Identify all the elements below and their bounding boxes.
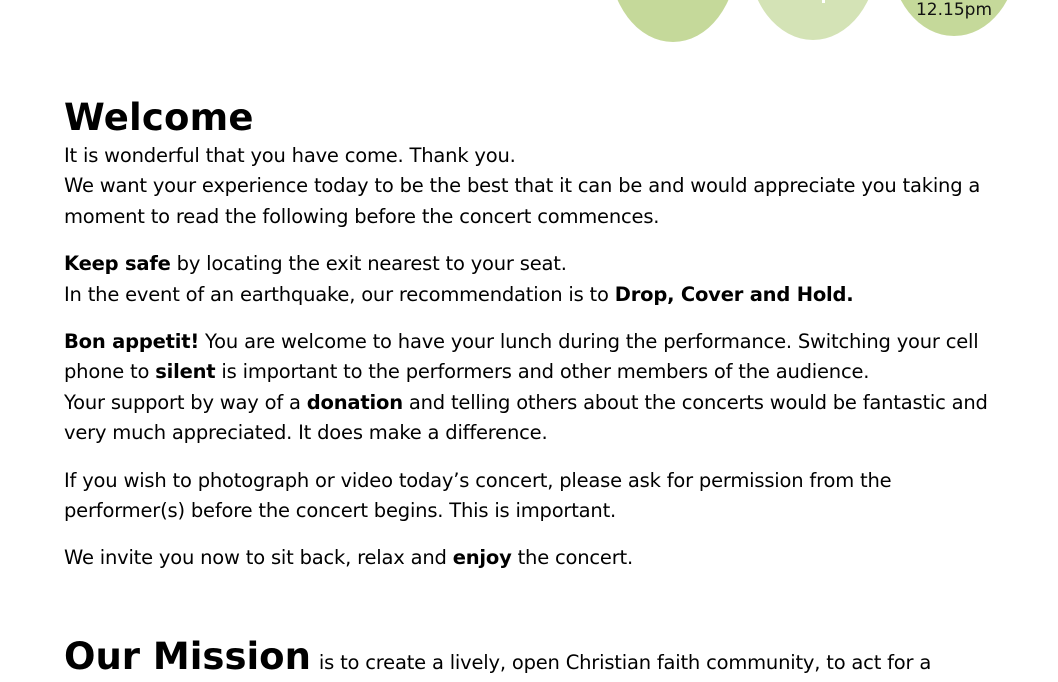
donation-bold: donation bbox=[306, 390, 403, 414]
enjoy-paragraph bbox=[64, 543, 994, 573]
mission-heading: Our Mission bbox=[64, 635, 311, 678]
decorative-circle-middle bbox=[748, 0, 878, 40]
concert-time: 12.15pm bbox=[915, 0, 993, 20]
earthquake-text: In the event of an earthquake, our recommendation is to bbox=[64, 282, 615, 306]
silent-bold: silent bbox=[155, 360, 216, 384]
mission-text: is to create a lively, open Christian faith community, to act for a bbox=[318, 651, 932, 674]
bon-appetit-bold: Bon appetit! bbox=[64, 330, 200, 354]
silent-text: is important to the performers and other members of the audience. bbox=[215, 360, 870, 384]
welcome-heading: Welcome bbox=[64, 96, 254, 139]
enjoy-text-2: the concert. bbox=[511, 546, 633, 570]
etiquette-paragraph bbox=[64, 327, 994, 449]
enjoy-text-1: We invite you now to sit back, relax and bbox=[64, 546, 453, 570]
support-text-1: Your support by way of a bbox=[64, 390, 307, 414]
keep-safe-text: by locating the exit nearest to your seat. bbox=[170, 252, 567, 276]
enjoy-bold: enjoy bbox=[452, 546, 512, 570]
welcome-line-1: It is wonderful that you have come. Thank you. bbox=[64, 144, 516, 167]
welcome-section bbox=[64, 95, 994, 574]
decorative-dot bbox=[822, 0, 825, 3]
decorative-circle-left bbox=[609, 0, 737, 42]
drop-cover-hold-bold: Drop, Cover and Hold. bbox=[614, 282, 854, 306]
support-text-2: and telling others about the concerts would be fantastic and very much appreciated. It does make a difference. bbox=[64, 390, 988, 445]
lunch-text: You are welcome to have your lunch during the performance. Switching your cell phone to bbox=[64, 330, 979, 384]
welcome-paragraph bbox=[64, 141, 994, 232]
welcome-line-2: We want your experience today to be the best that it can be and would appreciate you taking a moment to read the following before the concert commences. bbox=[64, 174, 981, 228]
photo-paragraph: If you wish to photograph or video today’s concert, please ask for permission from the performer(s) before the concert begins. This is important. bbox=[64, 468, 892, 523]
safety-paragraph bbox=[64, 249, 994, 310]
keep-safe-bold: Keep safe bbox=[64, 252, 171, 276]
